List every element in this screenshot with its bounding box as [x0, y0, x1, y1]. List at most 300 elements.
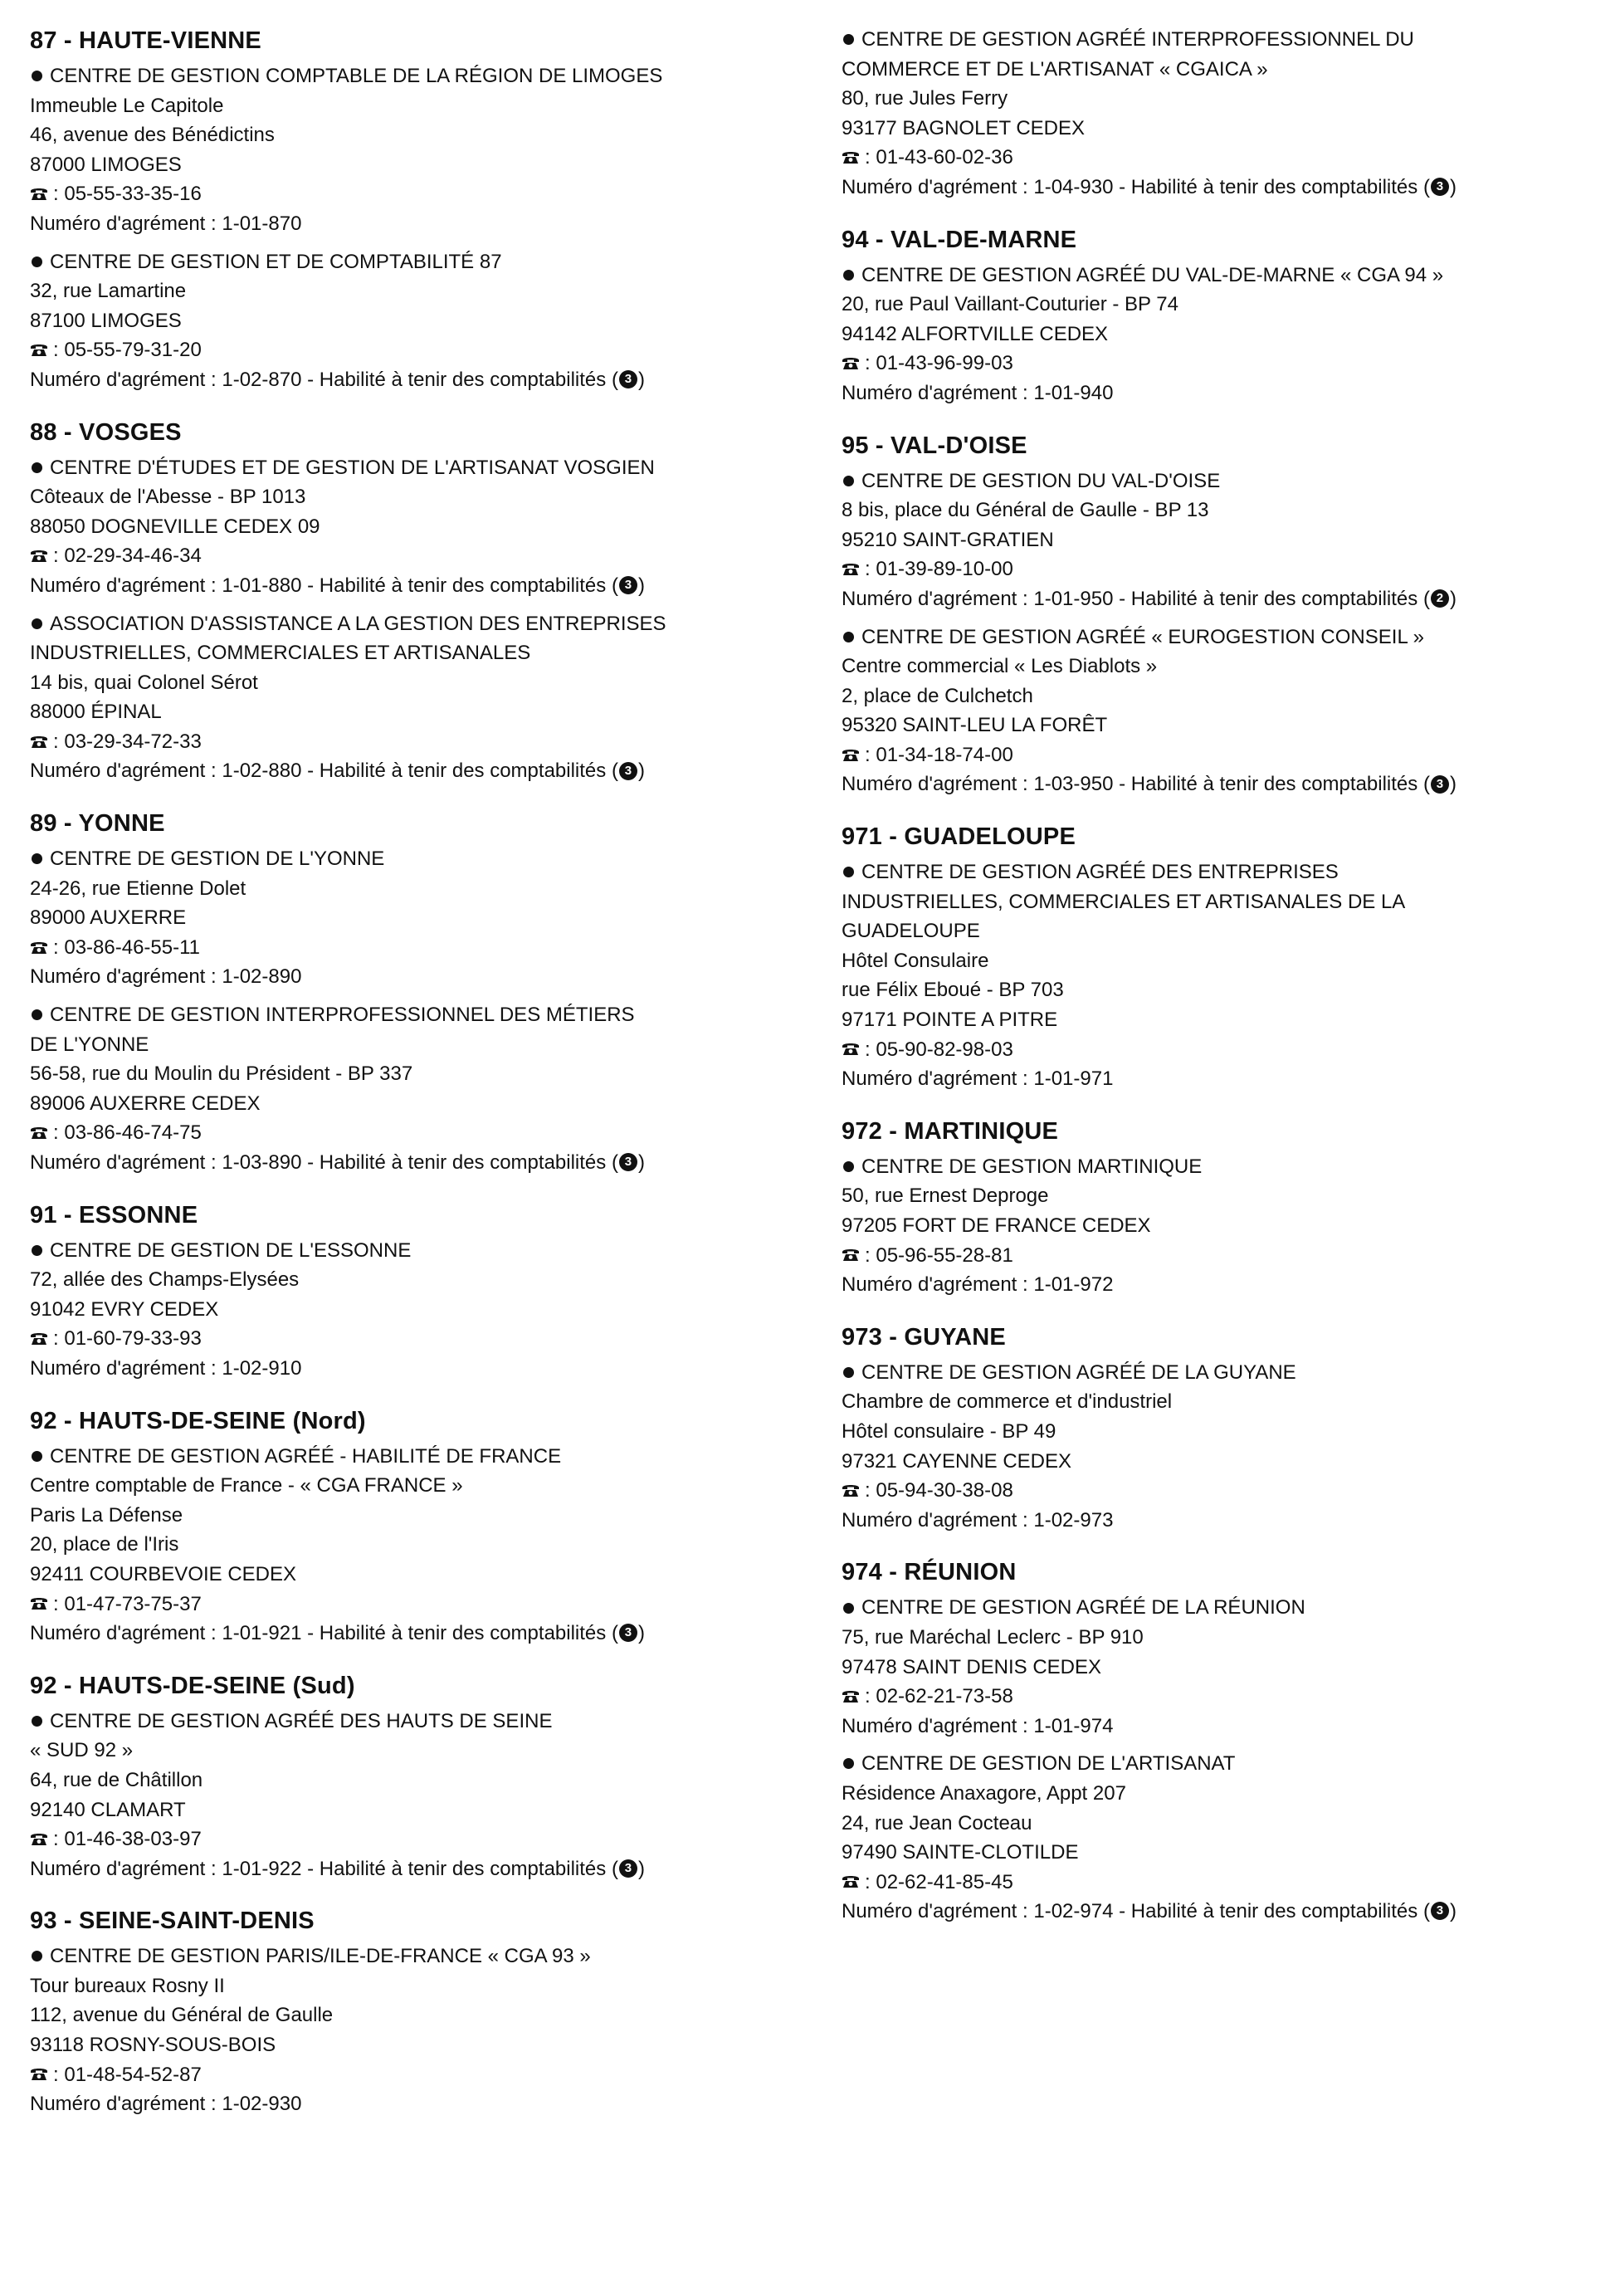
habilite-note-number: 3 [619, 370, 637, 388]
phone-line [30, 1118, 827, 1148]
organization-name-text: CENTRE DE GESTION AGRÉÉ DU VAL-DE-MARNE « CGA 94 » [861, 263, 1444, 286]
organization-name [30, 1030, 827, 1060]
center-entry [30, 1707, 827, 1884]
close-paren: ) [637, 368, 645, 391]
agrement-number: 1-02-973 [1033, 1508, 1114, 1531]
organization-name-text: DE L'YONNE [30, 1033, 149, 1056]
agrement-number: 1-01-921 [222, 1622, 302, 1645]
address-line: 14 bis, quai Colonel Sérot [30, 671, 258, 694]
bullet-icon [32, 1245, 42, 1256]
organization-name-text: CENTRE DE GESTION PARIS/ILE-DE-FRANCE « CGA 93 » [50, 1945, 591, 1968]
phone-prefix: : [53, 730, 65, 753]
agrement-line [842, 379, 1605, 408]
address-line: 80, rue Jules Ferry [842, 87, 1008, 110]
center-entry [842, 1152, 1605, 1300]
address-line: 8 bis, place du Général de Gaulle - BP 13 [842, 499, 1209, 522]
phone-line [30, 1825, 827, 1854]
department-title: 91 - ESSONNE [30, 1201, 198, 1229]
department-section [30, 808, 827, 1178]
phone-prefix: : [53, 1121, 65, 1145]
agrement-number: 1-01-971 [1033, 1067, 1114, 1091]
telephone-icon [842, 1247, 860, 1262]
center-entry [842, 623, 1605, 800]
organization-name [842, 1593, 1605, 1623]
agrement-label: Numéro d'agrément : [842, 1508, 1034, 1531]
center-entry [30, 453, 827, 601]
address-line: Côteaux de l'Abesse - BP 1013 [30, 486, 306, 509]
bullet-icon [32, 462, 42, 473]
organization-name-text: CENTRE DE GESTION COMPTABLE DE LA RÉGION DE LIMOGES [50, 65, 663, 87]
department-title: 971 - GUADELOUPE [842, 823, 1076, 851]
phone-line [842, 1241, 1605, 1271]
department-section [842, 1116, 1605, 1300]
agrement-line [30, 1854, 827, 1884]
phone-line [30, 1590, 827, 1619]
agrement-label: Numéro d'agrément : [842, 1067, 1034, 1091]
phone-prefix: : [865, 1479, 876, 1502]
phone-prefix: : [53, 339, 65, 362]
address-line: 92140 CLAMART [30, 1798, 186, 1821]
agrement-number: 1-02-930 [222, 2093, 302, 2116]
agrement-line [30, 209, 827, 239]
organization-name-text: CENTRE DE GESTION AGRÉÉ DES ENTREPRISES [861, 861, 1339, 884]
phone-line [30, 933, 827, 963]
address-line: Centre commercial « Les Diablots » [842, 655, 1158, 678]
agrement-label: Numéro d'agrément : [842, 773, 1034, 796]
telephone-icon [842, 1873, 860, 1888]
telephone-icon [30, 940, 48, 955]
agrement-label: Numéro d'agrément : [30, 760, 222, 783]
address-line: 64, rue de Châtillon [30, 1768, 203, 1791]
habilite-text: - Habilité à tenir des comptabilités ( [301, 574, 618, 597]
organization-name [30, 247, 827, 277]
agrement-number: 1-04-930 [1033, 175, 1114, 198]
bullet-icon [843, 632, 854, 642]
address-line: 20, place de l'Iris [30, 1533, 179, 1556]
agrement-line [30, 962, 827, 992]
telephone-icon [842, 1041, 860, 1056]
agrement-line [30, 2089, 827, 2119]
phone-number: 02-62-21-73-58 [876, 1685, 1013, 1708]
agrement-number: 1-01-950 [1033, 587, 1114, 610]
phone-prefix: : [53, 935, 65, 959]
bullet-icon [32, 618, 42, 629]
habilite-text: - Habilité à tenir des comptabilités ( [1113, 587, 1430, 610]
phone-line [842, 1682, 1605, 1712]
department-title: 92 - HAUTS-DE-SEINE (Sud) [30, 1672, 355, 1699]
address-line: 32, rue Lamartine [30, 280, 187, 303]
address-line: Hôtel Consulaire [842, 949, 989, 972]
agrement-line [842, 769, 1605, 799]
phone-line [842, 554, 1605, 584]
organization-name [842, 1152, 1605, 1182]
phone-number: 01-43-60-02-36 [876, 146, 1013, 169]
bullet-icon [32, 256, 42, 267]
phone-number: 03-86-46-55-11 [64, 935, 201, 959]
agrement-line [842, 173, 1605, 203]
address-line: 97171 POINTE A PITRE [842, 1009, 1058, 1032]
address-line: 20, rue Paul Vaillant-Couturier - BP 74 [842, 293, 1178, 316]
organization-name [842, 916, 1605, 946]
habilite-note-number: 3 [619, 762, 637, 780]
address-line: 92411 COURBEVOIE CEDEX [30, 1562, 297, 1585]
organization-name-text: CENTRE DE GESTION ET DE COMPTABILITÉ 87 [50, 250, 502, 273]
department-section [842, 25, 1605, 203]
address-line: 94142 ALFORTVILLE CEDEX [842, 322, 1109, 345]
close-paren: ) [1449, 175, 1457, 198]
telephone-icon [842, 355, 860, 370]
center-entry [30, 61, 827, 239]
agrement-line [842, 584, 1605, 614]
bullet-icon [843, 34, 854, 45]
telephone-icon [30, 734, 48, 749]
center-entry [842, 261, 1605, 408]
address-line: Immeuble Le Capitole [30, 94, 224, 117]
center-entry [30, 1000, 827, 1178]
bullet-icon [32, 1451, 42, 1462]
organization-name-text: « SUD 92 » [30, 1739, 134, 1762]
phone-number: 02-62-41-85-45 [876, 1870, 1013, 1893]
organization-name [30, 1942, 827, 1971]
agrement-label: Numéro d'agrément : [30, 1356, 222, 1380]
agrement-line [842, 1897, 1605, 1927]
agrement-number: 1-03-950 [1033, 773, 1114, 796]
phone-line [842, 349, 1605, 379]
right-column [842, 25, 1605, 1948]
phone-line [30, 1324, 827, 1354]
center-entry [30, 1942, 827, 2119]
agrement-line [30, 571, 827, 601]
address-line: 50, rue Ernest Deproge [842, 1185, 1049, 1208]
phone-line [30, 541, 827, 571]
agrement-line [30, 1148, 827, 1178]
agrement-number: 1-02-880 [222, 760, 302, 783]
phone-prefix: : [865, 743, 876, 766]
center-entry [30, 609, 827, 787]
center-entry [30, 1236, 827, 1384]
organization-name [30, 1000, 827, 1030]
agrement-label: Numéro d'agrément : [30, 574, 222, 597]
organization-name-text: CENTRE DE GESTION INTERPROFESSIONNEL DES MÉTIERS [50, 1004, 635, 1027]
habilite-text: - Habilité à tenir des comptabilités ( [301, 760, 618, 783]
agrement-number: 1-02-974 [1033, 1900, 1114, 1923]
organization-name-text: CENTRE DE GESTION AGRÉÉ INTERPROFESSIONNEL DU [861, 28, 1414, 51]
telephone-icon [30, 1831, 48, 1846]
phone-number: 05-55-79-31-20 [64, 339, 202, 362]
department-title: 974 - RÉUNION [842, 1559, 1017, 1586]
address-line: 87000 LIMOGES [30, 153, 182, 176]
phone-number: 03-86-46-74-75 [64, 1121, 202, 1145]
organization-name [30, 1442, 827, 1472]
department-title: 972 - MARTINIQUE [842, 1117, 1059, 1145]
habilite-text: - Habilité à tenir des comptabilités ( [301, 1622, 618, 1645]
bullet-icon [32, 1009, 42, 1020]
habilite-text: - Habilité à tenir des comptabilités ( [1113, 175, 1430, 198]
address-line: rue Félix Eboué - BP 703 [842, 979, 1064, 1002]
habilite-note-number: 3 [619, 1153, 637, 1171]
habilite-text: - Habilité à tenir des comptabilités ( [301, 368, 618, 391]
organization-name-text: COMMERCE ET DE L'ARTISANAT « CGAICA » [842, 57, 1268, 81]
center-entry [842, 25, 1605, 203]
address-line: 56-58, rue du Moulin du Président - BP 337 [30, 1063, 413, 1086]
address-line: 88000 ÉPINAL [30, 701, 162, 724]
phone-prefix: : [53, 1828, 65, 1851]
department-title: 95 - VAL-D'OISE [842, 432, 1027, 459]
organization-name [30, 1707, 827, 1737]
telephone-icon [30, 1331, 48, 1346]
department-section [842, 821, 1605, 1094]
phone-number: 05-90-82-98-03 [876, 1038, 1013, 1061]
phone-prefix: : [53, 1592, 65, 1615]
phone-prefix: : [53, 183, 65, 206]
phone-prefix: : [865, 146, 876, 169]
phone-prefix: : [865, 1870, 876, 1893]
bullet-icon [843, 867, 854, 877]
telephone-icon [842, 149, 860, 164]
agrement-number: 1-01-922 [222, 1857, 302, 1880]
agrement-number: 1-02-890 [222, 965, 302, 989]
address-line: 72, allée des Champs-Elysées [30, 1268, 300, 1292]
organization-name-text: GUADELOUPE [842, 920, 980, 943]
agrement-number: 1-01-940 [1033, 381, 1114, 404]
department-title: 87 - HAUTE-VIENNE [30, 27, 261, 54]
agrement-label: Numéro d'agrément : [30, 1622, 222, 1645]
agrement-label: Numéro d'agrément : [842, 175, 1034, 198]
telephone-icon [30, 548, 48, 563]
phone-line [842, 143, 1605, 173]
organization-name [842, 1358, 1605, 1388]
organization-name-text: CENTRE DE GESTION AGRÉÉ DES HAUTS DE SEINE [50, 1709, 553, 1732]
bullet-icon [32, 853, 42, 864]
agrement-label: Numéro d'agrément : [842, 1714, 1034, 1737]
agrement-label: Numéro d'agrément : [30, 2093, 222, 2116]
agrement-label: Numéro d'agrément : [842, 587, 1034, 610]
habilite-note-number: 3 [619, 1859, 637, 1878]
organization-name-text: INDUSTRIELLES, COMMERCIALES ET ARTISANALES [30, 642, 531, 665]
phone-prefix: : [53, 2063, 65, 2086]
agrement-line [842, 1064, 1605, 1094]
habilite-text: - Habilité à tenir des comptabilités ( [1113, 773, 1430, 796]
address-line: 2, place de Culchetch [842, 684, 1033, 707]
phone-line [842, 740, 1605, 770]
department-section [30, 1905, 827, 2119]
telephone-icon [842, 1483, 860, 1497]
address-line: Tour bureaux Rosny II [30, 1974, 225, 1997]
organization-name [30, 609, 827, 639]
address-line: 97490 SAINTE-CLOTILDE [842, 1841, 1079, 1864]
department-title: 94 - VAL-DE-MARNE [842, 226, 1077, 253]
phone-number: 02-29-34-46-34 [64, 545, 202, 568]
close-paren: ) [637, 1622, 645, 1645]
phone-number: 01-60-79-33-93 [64, 1327, 202, 1351]
address-line: 89000 AUXERRE [30, 906, 187, 930]
agrement-line [842, 1270, 1605, 1300]
agrement-line [842, 1712, 1605, 1742]
agrement-line [30, 756, 827, 786]
agrement-label: Numéro d'agrément : [842, 1273, 1034, 1297]
habilite-note-number: 2 [1431, 589, 1449, 608]
organization-name [842, 25, 1605, 55]
habilite-text: - Habilité à tenir des comptabilités ( [301, 1857, 618, 1880]
habilite-text: - Habilité à tenir des comptabilités ( [1113, 1900, 1430, 1923]
agrement-line [30, 1619, 827, 1649]
organization-name-text: CENTRE DE GESTION DE L'YONNE [50, 848, 385, 871]
center-entry [842, 1749, 1605, 1927]
organization-name [842, 857, 1605, 887]
organization-name-text: ASSOCIATION D'ASSISTANCE A LA GESTION DES ENTREPRISES [50, 612, 666, 635]
close-paren: ) [637, 1151, 645, 1174]
organization-name-text: CENTRE DE GESTION AGRÉÉ - HABILITÉ DE FRANCE [50, 1444, 562, 1468]
department-section [842, 224, 1605, 408]
department-title: 973 - GUYANE [842, 1323, 1006, 1351]
department-section [30, 1199, 827, 1384]
agrement-label: Numéro d'agrément : [30, 1151, 222, 1174]
department-section [842, 430, 1605, 800]
organization-name-text: CENTRE DE GESTION DU VAL-D'OISE [861, 469, 1221, 492]
agrement-label: Numéro d'agrément : [842, 381, 1034, 404]
address-line: 24-26, rue Etienne Dolet [30, 877, 246, 900]
habilite-note-number: 3 [1431, 775, 1449, 794]
organization-name [30, 1736, 827, 1766]
agrement-number: 1-01-974 [1033, 1714, 1114, 1737]
habilite-text: - Habilité à tenir des comptabilités ( [301, 1151, 618, 1174]
agrement-number: 1-01-870 [222, 212, 302, 235]
agrement-label: Numéro d'agrément : [842, 1900, 1034, 1923]
phone-number: 01-39-89-10-00 [876, 558, 1013, 581]
habilite-note-number: 3 [619, 576, 637, 594]
agrement-label: Numéro d'agrément : [30, 368, 222, 391]
center-entry [842, 1358, 1605, 1536]
agrement-line [842, 1506, 1605, 1536]
center-entry [30, 844, 827, 992]
address-line: 24, rue Jean Cocteau [842, 1811, 1032, 1834]
organization-name [30, 453, 827, 483]
address-line: 93177 BAGNOLET CEDEX [842, 116, 1086, 139]
close-paren: ) [1449, 587, 1457, 610]
phone-line [842, 1035, 1605, 1065]
phone-prefix: : [865, 1243, 876, 1267]
address-line: 95210 SAINT-GRATIEN [842, 528, 1054, 551]
habilite-note-number: 3 [1431, 178, 1449, 196]
bullet-icon [843, 1603, 854, 1614]
address-line: 88050 DOGNEVILLE CEDEX 09 [30, 515, 320, 538]
department-title: 88 - VOSGES [30, 418, 182, 446]
agrement-number: 1-02-870 [222, 368, 302, 391]
address-line: Hôtel consulaire - BP 49 [842, 1419, 1056, 1443]
address-line: 93118 ROSNY-SOUS-BOIS [30, 2034, 276, 2057]
organization-name-text: CENTRE DE GESTION DE L'ESSONNE [50, 1238, 412, 1262]
telephone-icon [30, 342, 48, 357]
organization-name [30, 1236, 827, 1266]
address-line: 91042 EVRY CEDEX [30, 1297, 219, 1321]
department-title: 92 - HAUTS-DE-SEINE (Nord) [30, 1407, 366, 1434]
phone-number: 03-29-34-72-33 [64, 730, 202, 753]
organization-name-text: CENTRE DE GESTION DE L'ARTISANAT [861, 1752, 1236, 1776]
telephone-icon [30, 186, 48, 201]
center-entry [842, 857, 1605, 1094]
center-entry [30, 1442, 827, 1649]
agrement-label: Numéro d'agrément : [30, 1857, 222, 1880]
department-section [842, 1321, 1605, 1536]
close-paren: ) [1449, 773, 1457, 796]
organization-name-text: CENTRE DE GESTION AGRÉÉ DE LA RÉUNION [861, 1596, 1305, 1619]
phone-number: 05-55-33-35-16 [64, 183, 202, 206]
phone-prefix: : [53, 545, 65, 568]
phone-number: 05-94-30-38-08 [876, 1479, 1013, 1502]
close-paren: ) [637, 760, 645, 783]
address-line: 89006 AUXERRE CEDEX [30, 1092, 261, 1115]
bullet-icon [32, 1716, 42, 1727]
organization-name-text: CENTRE DE GESTION AGRÉÉ « EUROGESTION CONSEIL » [861, 625, 1424, 648]
telephone-icon [30, 1125, 48, 1140]
address-line: Paris La Défense [30, 1503, 183, 1527]
organization-name [842, 623, 1605, 652]
address-line: 97321 CAYENNE CEDEX [842, 1449, 1072, 1473]
organization-name-text: INDUSTRIELLES, COMMERCIALES ET ARTISANALES DE LA [842, 890, 1406, 913]
agrement-line [30, 365, 827, 395]
address-line: 95320 SAINT-LEU LA FORÊT [842, 714, 1108, 737]
phone-number: 01-46-38-03-97 [64, 1828, 202, 1851]
habilite-note-number: 3 [619, 1624, 637, 1642]
habilite-note-number: 3 [1431, 1902, 1449, 1920]
agrement-number: 1-03-890 [222, 1151, 302, 1174]
department-section [842, 1556, 1605, 1927]
phone-number: 01-34-18-74-00 [876, 743, 1013, 766]
agrement-number: 1-02-910 [222, 1356, 302, 1380]
telephone-icon [842, 561, 860, 576]
department-title: 93 - SEINE-SAINT-DENIS [30, 1908, 315, 1935]
bullet-icon [32, 1951, 42, 1961]
address-line: 97478 SAINT DENIS CEDEX [842, 1655, 1102, 1678]
bullet-icon [32, 71, 42, 81]
address-line: 75, rue Maréchal Leclerc - BP 910 [842, 1625, 1144, 1649]
phone-number: 01-48-54-52-87 [64, 2063, 202, 2086]
address-line: Résidence Anaxagore, Appt 207 [842, 1781, 1126, 1805]
organization-name [30, 61, 827, 91]
department-section [30, 1405, 827, 1649]
phone-line [30, 727, 827, 757]
organization-name [30, 638, 827, 668]
agrement-number: 1-01-880 [222, 574, 302, 597]
phone-number: 01-43-96-99-03 [876, 352, 1013, 375]
phone-line [30, 179, 827, 209]
phone-line [842, 1476, 1605, 1506]
close-paren: ) [637, 574, 645, 597]
department-title: 89 - YONNE [30, 810, 165, 838]
department-section [30, 1670, 827, 1884]
phone-prefix: : [53, 1327, 65, 1351]
agrement-number: 1-01-972 [1033, 1273, 1114, 1297]
address-line: 87100 LIMOGES [30, 309, 182, 332]
address-line: Centre comptable de France - « CGA FRANCE » [30, 1474, 463, 1497]
telephone-icon [842, 747, 860, 762]
center-entry [842, 1593, 1605, 1741]
telephone-icon [30, 2066, 48, 2081]
phone-prefix: : [865, 352, 876, 375]
bullet-icon [843, 270, 854, 281]
telephone-icon [842, 1688, 860, 1703]
address-line: 46, avenue des Bénédictins [30, 124, 275, 147]
organization-name-text: CENTRE DE GESTION AGRÉÉ DE LA GUYANE [861, 1361, 1296, 1384]
organization-name [842, 1749, 1605, 1779]
department-section [30, 25, 827, 395]
phone-prefix: : [865, 558, 876, 581]
close-paren: ) [637, 1857, 645, 1880]
department-section [30, 417, 827, 787]
center-entry [30, 247, 827, 395]
bullet-icon [843, 1161, 854, 1172]
bullet-icon [843, 476, 854, 486]
